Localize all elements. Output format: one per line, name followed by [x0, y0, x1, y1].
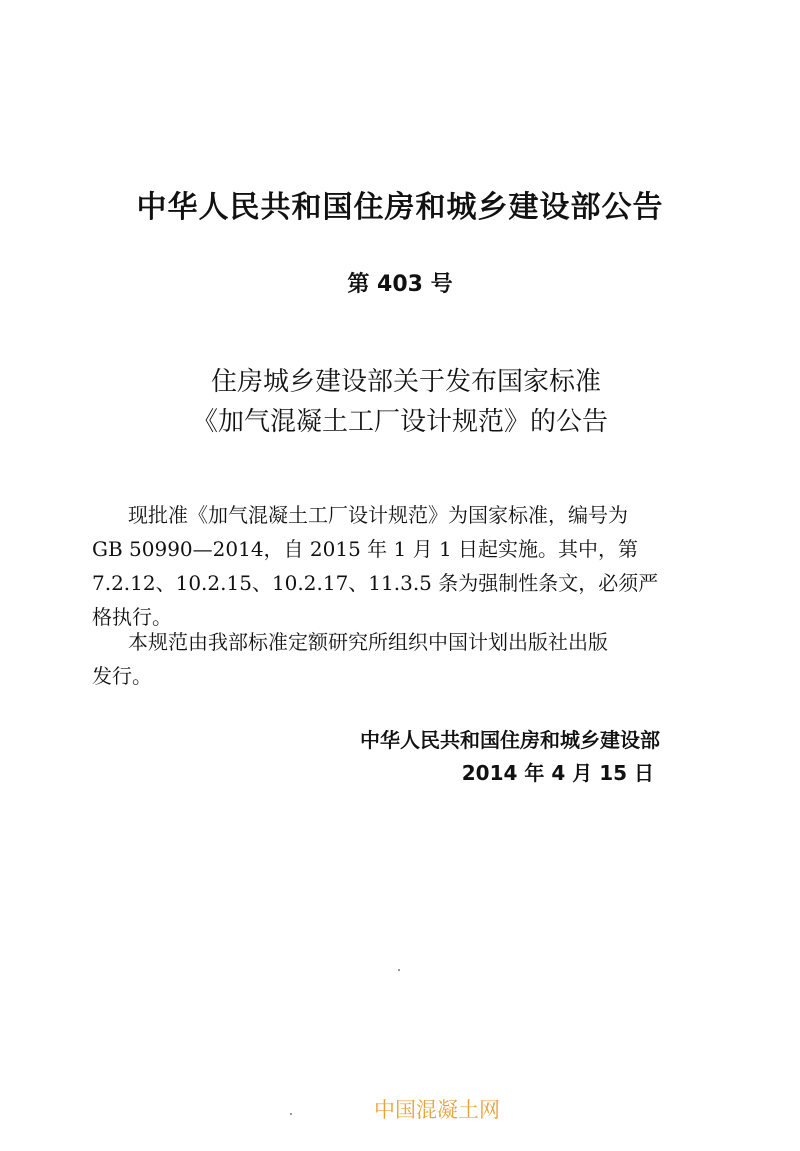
- scan-speck: [398, 969, 400, 971]
- announcement-subtitle-line2: 《加气混凝土工厂设计规范》的公告: [191, 407, 608, 437]
- body-paragraph1-line4: 格执行。: [92, 605, 172, 629]
- watermark-row: [0, 1096, 800, 1124]
- body-paragraph1-line3: 7.2.12、10.2.15、10.2.17、11.3.5 条为强制性条文，必须严: [92, 571, 659, 595]
- announcement-subtitle-line1: 住房城乡建设部关于发布国家标准: [210, 367, 601, 397]
- announcement-title: 中华人民共和国住房和城乡建设部公告: [136, 190, 664, 225]
- body-paragraph2-line2: 发行。: [92, 664, 152, 688]
- body-paragraph1-line2: GB 50990—2014，自 2015 年 1 月 1 日起实施。其中，第: [92, 537, 639, 561]
- announcement-number: 第 403 号: [347, 272, 453, 297]
- body-paragraph1-line1: 现批准《加气混凝土工厂设计规范》为国家标准，编号为: [128, 503, 628, 527]
- issue-date: 2014 年 4 月 15 日: [461, 761, 654, 785]
- issuer-signature: 中华人民共和国住房和城乡建设部: [360, 728, 660, 752]
- site-watermark: 中国混凝土网: [374, 1098, 500, 1122]
- body-paragraph2-line1: 本规范由我部标准定额研究所组织中国计划出版社出版: [128, 630, 608, 654]
